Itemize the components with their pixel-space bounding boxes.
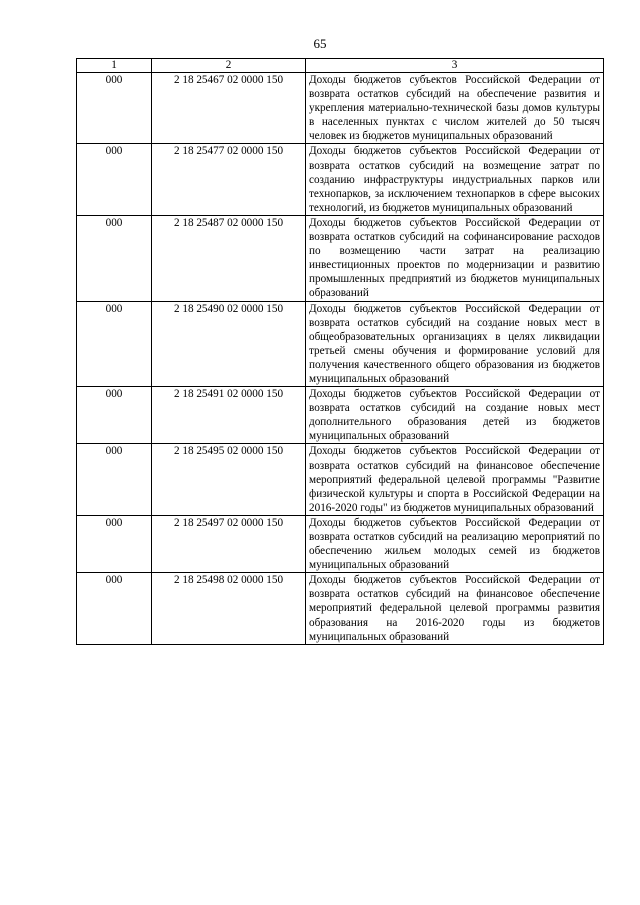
description-cell: Доходы бюджетов субъектов Российской Федерации от возврата остатков субсидий на создание новых мест в общеобразовательных организациях в целях ликвидации третьей смены обучения и формирование условий для получения качественного общего образования из бюджетов муниципальных образований (306, 301, 604, 387)
description-cell: Доходы бюджетов субъектов Российской Федерации от возврата остатков субсидий на финансовое обеспечение мероприятий федеральной целевой программы "Развитие физической культуры и спорта в Российской Федерации на 2016-2020 годы" из бюджетов муниципальных образований (306, 444, 604, 515)
budget-code-cell: 2 18 25497 02 0000 150 (152, 515, 306, 572)
admin-code-cell: 000 (77, 387, 152, 444)
column-header-3: 3 (306, 59, 604, 73)
table-row (77, 573, 604, 644)
table-row (77, 215, 604, 301)
column-header-1: 1 (77, 59, 152, 73)
admin-code-cell: 000 (77, 144, 152, 215)
description-cell: Доходы бюджетов субъектов Российской Федерации от возврата остатков субсидий на финансовое обеспечение мероприятий федеральной целевой программы развития образования на 2016-2020 годы из бюджетов муниципальных образований (306, 573, 604, 644)
table-row (77, 387, 604, 444)
description-cell: Доходы бюджетов субъектов Российской Федерации от возврата остатков субсидий на создание новых мест дополнительного образования детей из бюджетов муниципальных образований (306, 387, 604, 444)
budget-code-cell: 2 18 25491 02 0000 150 (152, 387, 306, 444)
budget-code-cell: 2 18 25487 02 0000 150 (152, 215, 306, 301)
admin-code-cell: 000 (77, 573, 152, 644)
budget-code-cell: 2 18 25467 02 0000 150 (152, 73, 306, 144)
table-row (77, 144, 604, 215)
description-cell: Доходы бюджетов субъектов Российской Федерации от возврата остатков субсидий на обеспечение развития и укрепления материально-технической базы домов культуры в населенных пунктах с числом жителей до 50 тысяч человек из бюджетов муниципальных образований (306, 73, 604, 144)
budget-code-cell: 2 18 25495 02 0000 150 (152, 444, 306, 515)
description-cell: Доходы бюджетов субъектов Российской Федерации от возврата остатков субсидий на софинансирование расходов по возмещению части затрат на реализацию инвестиционных проектов по модернизации и развитию промышленных предприятий из бюджетов муниципальных образований (306, 215, 604, 301)
page-number: 65 (313, 36, 327, 51)
admin-code-cell: 000 (77, 215, 152, 301)
description-cell: Доходы бюджетов субъектов Российской Федерации от возврата остатков субсидий на реализацию мероприятий по обеспечению жильем молодых семей из бюджетов муниципальных образований (306, 515, 604, 572)
admin-code-cell: 000 (77, 444, 152, 515)
table-row (77, 444, 604, 515)
budget-code-cell: 2 18 25490 02 0000 150 (152, 301, 306, 387)
admin-code-cell: 000 (77, 73, 152, 144)
budget-codes-table (76, 58, 604, 645)
table-row (77, 73, 604, 144)
admin-code-cell: 000 (77, 301, 152, 387)
table-header-row (77, 59, 604, 73)
table-row (77, 515, 604, 572)
budget-code-cell: 2 18 25477 02 0000 150 (152, 144, 306, 215)
description-cell: Доходы бюджетов субъектов Российской Федерации от возврата остатков субсидий на возмещение затрат по созданию инфраструктуры индустриальных парков или технопарков, за исключением технопарков в сфере высоких технологий, из бюджетов муниципальных образований (306, 144, 604, 215)
column-header-2: 2 (152, 59, 306, 73)
budget-code-cell: 2 18 25498 02 0000 150 (152, 573, 306, 644)
admin-code-cell: 000 (77, 515, 152, 572)
table-row (77, 301, 604, 387)
